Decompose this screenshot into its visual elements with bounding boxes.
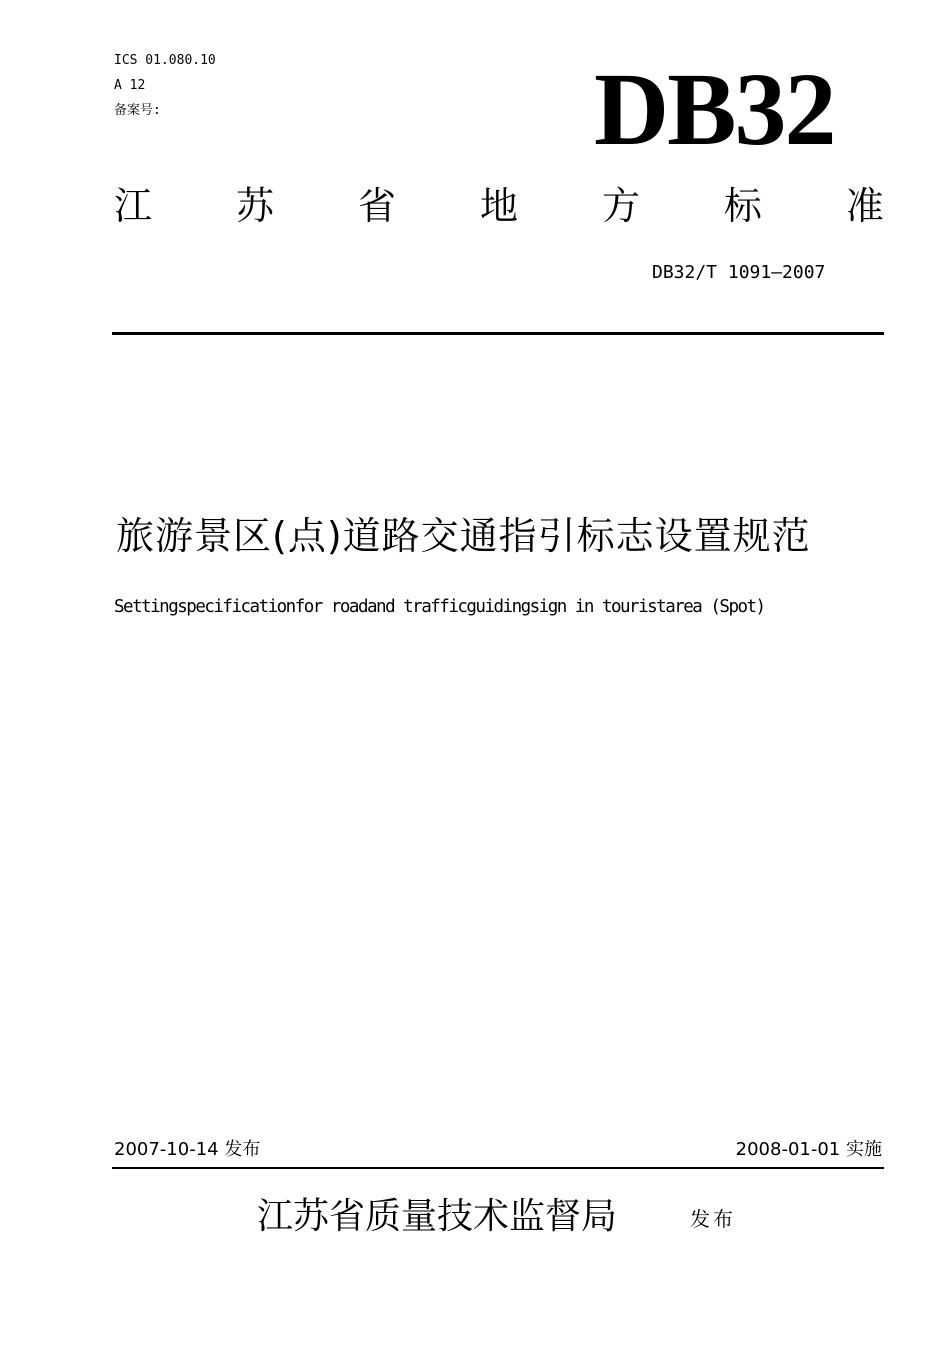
publish-label: 发布 xyxy=(690,1207,736,1231)
implementation-date: 2008-01-01 实施 xyxy=(735,1139,882,1160)
publisher-name: 江苏省质量技术监督局 xyxy=(257,1196,618,1237)
ics-code: ICS 01.080.10 xyxy=(114,53,216,68)
standard-title-char: 苏 xyxy=(235,184,274,228)
header-divider xyxy=(112,332,884,335)
classification-code: A 12 xyxy=(114,78,146,93)
issue-date: 2007-10-14 发布 xyxy=(114,1139,261,1160)
standard-title-char: 省 xyxy=(357,184,396,228)
document-title-english: Settingspecificationfor roadand trafficguidingsign in touristarea (Spot) xyxy=(114,597,765,617)
standard-title-char: 地 xyxy=(479,184,518,228)
standard-title-char: 标 xyxy=(723,184,762,228)
standard-type-title xyxy=(114,180,884,232)
footer-divider xyxy=(112,1167,884,1169)
record-number-label: 备案号: xyxy=(114,103,161,118)
standard-title-char: 江 xyxy=(114,184,153,228)
standard-title-char: 准 xyxy=(845,184,884,228)
standard-code: DB32/T 1091—2007 xyxy=(652,262,826,283)
standard-title-char: 方 xyxy=(601,184,640,228)
document-title-chinese: 旅游景区(点)道路交通指引标志设置规范 xyxy=(116,514,811,558)
standard-logo: DB32 xyxy=(594,52,835,167)
